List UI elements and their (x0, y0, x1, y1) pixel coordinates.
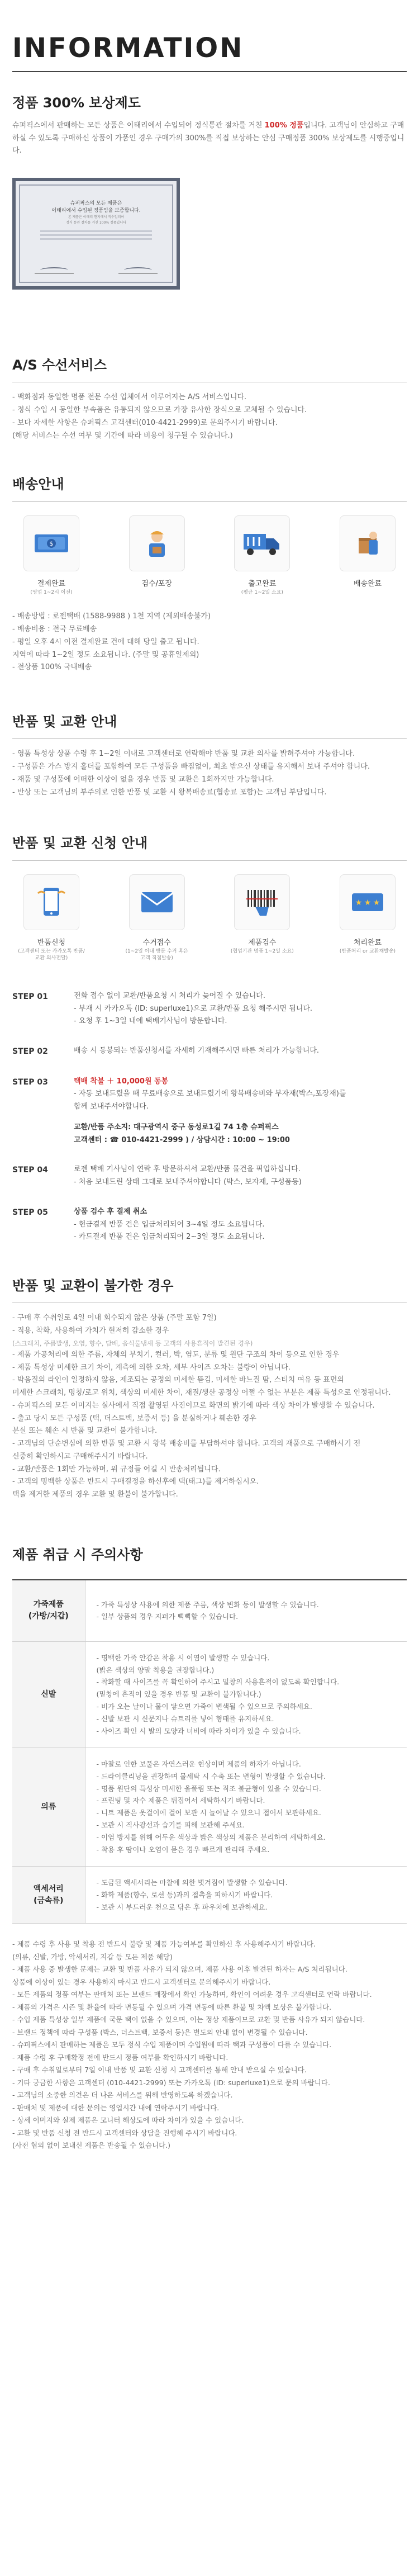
care-key-leather: 가죽제품 (가방/지갑) (12, 1580, 85, 1641)
care-row-clothing: 의류 - 마찰로 인한 보풀은 자연스러운 현상이며 제품의 하자가 아닙니다. - 드라이클리닝을 권장하며 물세탁 시 수축 또는 변형이 발생할 수 있습니다. - 명품 원단의 특성상 미세한 올풀림 또는 직조 불균형이 있을 수 있습니다. - 프린팅 및 자수 제품은 뒤집어서 세탁하시기 바랍니다. - 니트 제품은 옷걸이에 걸어 보관 시 늘어날 수 있으니 접어서 보관하세요. - 보관 시 직사광선과 습기를 피해 보관해 주세요. - 이염 방지를 위해 어두운 색상과 밝은 색상의 제품은 분리하여 세탁하세요. - 착용 후 땀이나 오염이 묻은 경우 빠르게 관리해 주세요. (12, 1748, 407, 1866)
title-divider (12, 71, 407, 72)
certificate-small-1: 본 제품은 이태리 현지에서 직수입되어 (68, 215, 125, 220)
certificate-frame (12, 178, 180, 290)
care-row-accessory: 액세서리 (금속류) - 도금된 액세서리는 마찰에 의한 벗겨짐이 발생할 수 있습니다. - 화학 제품(향수, 로션 등)과의 접촉을 피하시기 바랍니다. - 보관 시 부드러운 천으로 닦은 후 파우치에 보관하세요. (12, 1866, 407, 1924)
return-address: 교환/반품 주소지: 대구광역시 중구 동성로1길 74 1층 슈퍼픽스 (74, 1123, 279, 1131)
svg-text:$: $ (49, 539, 54, 547)
certificate-small-2: 정식 통관 절차를 거친 100% 정품입니다 (66, 220, 126, 225)
delivery-steps (12, 511, 407, 596)
step-02: STEP 02 배송 시 동봉되는 반품신청서를 자세히 기재해주시면 빠른 처리가 가능합니다. (12, 1046, 320, 1057)
care-section (12, 1546, 407, 2152)
signature-right (118, 266, 158, 274)
rating-stars-icon (340, 874, 396, 930)
return-step-request: 반품신청 (고객센터 또는 카카오톡 반품/교환 의사전달) (18, 874, 85, 962)
guarantee-text: 슈퍼픽스에서 판매하는 모든 상품은 이태리에서 수입되어 정식통관 절차를 거친 100% 정품입니다. 고객님이 안심하고 구매하실 수 있도록 구매하신 상품이 가품인 경우 구매가의 300%를 직접 보상하는 안심 구매정품 300% 보상제도를 시행중입니다. (12, 121, 404, 155)
delivery-step-delivered: 배송완료 (334, 515, 401, 596)
care-table (12, 1579, 407, 1924)
as-section (12, 357, 407, 442)
barcode-scanner-icon (234, 874, 290, 930)
delivery-step-inspect: 검수/포장 (123, 515, 191, 596)
care-title: 제품 취급 시 주의사항 (12, 1546, 143, 1562)
svg-text:★: ★ (364, 898, 372, 907)
return-info-title: 반품 및 교환 안내 (12, 714, 117, 730)
return-step-complete: ★ ★ ★ 처리완료 (반품처리 or 교환재발송) (334, 874, 401, 962)
care-key-accessory: 액세서리 (금속류) (12, 1866, 85, 1924)
phone-icon (23, 874, 79, 930)
delivery-step-shipped: 출고완료 (평균 1~2일 소요) (228, 515, 296, 596)
step-04: STEP 04 로젠 택배 기사님이 연락 후 방문하셔서 교환/반품 물건을 픽업하십니다. - 처음 보내드린 상태 그대로 보내주셔야합니다 (박스, 보자재, 구성품등) (12, 1165, 302, 1187)
delivery-divider (12, 501, 407, 502)
guarantee-section (12, 94, 407, 290)
step-01: STEP 01 전화 접수 없이 교환/반품요청 시 처리가 늦어질 수 있습니다. - 부재 시 카카오톡 (ID: superluxe1)으로 교환/반품 요청 해주시면 됩니다. - 요청 후 1~3일 내에 택배기사님이 방문합니다. (12, 991, 313, 1026)
final-notes: - 제품 수령 후 사용 및 착용 전 반드시 불량 및 제품 가능여부를 확인하신 후 사용해주시기 바랍니다. (의류, 신발, 가방, 악세서리, 지갑 등 모든 제품 해당) - 제품 사용 중 발생한 문제는 교환 및 반품 사유가 되지 않으며, 제품 사용 이후 발견된 하자는 A/S 처리됩니다. 상품에 이상이 있는 경우 사용하지 마시고 반드시 고객센터로 문의해주시기 바랍니다. - 모든 제품의 정품 여부는 판매처 또는 브랜드 매장에서 확인 가능하며, 확인이 어려운 경우 고객센터로 연락 바랍니다. - 제품의 가격은 시즌 및 환율에 따라 변동될 수 있으며 가격 변동에 따른 환불 및 차액 보상은 불가합니다. - 수입 제품 특성상 일부 제품에 국문 택이 없을 수 있으며, 이는 정상 제품이므로 교환 및 반품 사유가 되지 않습니다. - 브랜드 정책에 따라 구성품 (박스, 더스트백, 보증서 등)은 별도의 안내 없이 변경될 수 있습니다. - 슈퍼픽스에서 판매하는 제품은 모두 정식 수입 제품이며 수입원에 따라 택과 구성품이 다를 수 있습니다. - 제품 수령 후 구매확정 전에 반드시 정품 여부를 확인하시기 바랍니다. - 구매 후 수취일로부터 7일 이내 반품 및 교환 신청 시 고객센터를 통해 안내 받으실 수 있습니다. - 기타 궁금한 사항은 고객센터 (010-4421-2999) 또는 카카오톡 (ID: superluxe1)으로 문의 바랍니다. - 고객님의 소중한 의견은 더 나은 서비스를 위해 반영하도록 하겠습니다. - 판매처 및 제품에 대한 문의는 영업시간 내에 연락주시기 바랍니다. - 상세 이미지와 실제 제품은 모니터 해상도에 따라 차이가 있을 수 있습니다. - 교환 및 반품 신청 전 반드시 고객센터와 상담을 진행해 주시기 바랍니다. (사전 협의 없이 보내신 제품은 반송될 수 있습니다.) (12, 1940, 372, 2150)
step-03-highlight: 택배 착불 ＋ 10,000원 동봉 (74, 1077, 169, 1086)
certificate-text-bars (30, 230, 162, 240)
page-title: INFORMATION (12, 32, 244, 64)
return-step-inspect: 제품검수 (협업기관 명품 1~2일 소요) (228, 874, 296, 962)
return-info-text: - 영품 특성상 상품 수령 후 1~2일 이내로 고객센터로 연락해야 반품 및 교환 의사를 밝혀주셔야 가능합니다. - 구성품은 가스 방지 홀더를 포함하여 모든 구성품을 빠짐없이, 최초 받으신 상태를 유지해서 보내 주셔야 합니다. - 재품 및 구성품에 어떠한 이상이 없을 경우 반품 및 교환은 1회까지만 가능합니다. - 반상 또는 고객님의 부주의로 인한 반품 및 교환 시 왕복배송료(협송료 포함)는 고객님 부담입니다. (12, 750, 370, 797)
envelope-icon (129, 874, 185, 930)
care-row-leather: 가죽제품 (가방/지갑) - 가죽 특성상 사용에 의한 제품 주름, 색상 변화 등이 발생할 수 있습니다. - 일부 상품의 경우 지퍼가 뻑뻑할 수 있습니다. (12, 1580, 407, 1641)
delivery-title: 배송안내 (12, 476, 64, 493)
return-info-divider (12, 738, 407, 739)
return-info-section (12, 713, 407, 799)
svg-text:★: ★ (355, 898, 363, 907)
delivery-text: - 배송방법 : 로젠택배 (1588-9988 ) 1천 지역 (제외배송불가) - 배송비용 : 전국 무료배송 - 평일 오후 4시 이전 결제완료 건에 대해 당일 출고 됩니다. 지역에 따라 1~2일 정도 소요됩니다. (주말 및 공휴일제외) - 전상품 100% 국내배송 (12, 612, 211, 672)
svg-text:★: ★ (373, 898, 380, 907)
as-text: - 백화점과 동일한 명품 전문 수선 업체에서 이루어지는 A/S 서비스입니다. - 정식 수입 시 동일한 부속품은 유통되지 않으므로 가장 유사한 장식으로 교체될 수 있습니다. - 보다 자세한 사항은 슈퍼픽스 고객센터(010-4421-2999)로 문의주시기 바랍니다. (해당 서비스는 수선 여부 및 기간에 따라 비용이 청구될 수 있습니다.) (12, 393, 307, 440)
return-process-divider (12, 860, 407, 861)
guarantee-highlight: 100% 정품 (264, 121, 304, 130)
return-process-title: 반품 및 교환 신청 안내 (12, 835, 148, 851)
care-key-shoes: 신발 (12, 1641, 85, 1748)
not-allowed-text: - 구매 후 수취일로 4일 이내 회수되지 않은 상품 (주말 포함 7일) - 직용, 착화, 사용하여 가치가 현저히 감소한 경우 (스크래치, 주름발생, 오염, 향수, 담배, 음식물냄새 등 고객의 사용흔적이 발견된 경우) - 제품 가공처리에 의한 주름, 자체의 부치기, 컬러, 박, 염도, 분류 및 원단 구조의 차이 등으로 인한 경우 - 제품 특성상 미세한 크기 차이, 계측에 의한 오차, 세부 사이즈 오차는 불량이 아닙니다. - 박음질의 라인이 일정하지 않음, 제조되는 공정의 미세한 뜯김, 미세한 바느질 땀, 스티치 여유 등 표면의 미세한 스크래치, 명칭/로고 위치, 색상의 미세한 차이, 재질/생산 공정상 어쩔 수 없는 부분은 제품 특성으로 인정됩니다. - 슈퍼픽스의 모든 이미지는 실사에서 직접 촬영된 사진이므로 화면의 밝기에 따라 색상 차이가 발생할 수 있습니다. - 출고 당시 모든 구성품 (택, 더스트백, 보증서 등) 을 분실하거나 훼손한 경우 분실 또는 훼손 시 반품 및 교환이 불가합니다. - 고객님의 단순변심에 의한 반품 및 교환 시 왕복 배송비를 부담하셔야 합니다. 고객의 재품으로 구매하시기 전 신중히 확인하시고 구매해주시기 바랍니다. - 교환/반품은 1회만 가능하며, 위 규정들 어길 시 반송처리됩니다. - 고객의 명백한 상품은 반드시 구매결정을 하신후에 택(태그)를 제거하십시오. 택을 제거한 제품의 경우 교환 및 환불이 불가합니다. (12, 1314, 391, 1499)
truck-icon (234, 515, 290, 571)
certificate-line-2: 이태리에서 수입된 정품임을 보증합니다. (51, 208, 141, 214)
return-process-steps (12, 870, 407, 962)
care-key-clothing: 의류 (12, 1748, 85, 1866)
care-row-shoes: 신발 - 명백한 가죽 안감은 착용 시 이염이 발생할 수 있습니다. (밝은 색상의 양말 착용을 권장합니다.) - 착화할 때 사이즈를 꼭 확인하여 주시고 밑창의 사용흔적이 없도록 확인합니다. (밑창에 흔적이 있을 경우 반품 및 교환이 불가합니다.) - 비가 오는 날이나 물이 닿으면 가죽이 변색될 수 있으므로 주의하세요. - 신발 보관 시 신문지나 슈트리를 넣어 형태를 유지하세요. - 사이즈 확인 시 발의 모양과 너비에 따라 차이가 있을 수 있습니다. (12, 1641, 407, 1748)
as-title: A/S 수선서비스 (12, 357, 107, 373)
not-allowed-section (12, 1277, 407, 1502)
customer-center: 고객센터 : ☎ 010-4421-2999 ) / 상담시간 : 10:00 ~ 19:00 (74, 1135, 290, 1144)
process-steps (12, 990, 407, 1244)
return-process-section (12, 835, 407, 1244)
return-step-pickup: 수거접수 (1~2일 이내 방문 수거 혹은 고객 직접발송) (123, 874, 191, 962)
worker-icon (129, 515, 185, 571)
money-icon (23, 515, 79, 571)
not-allowed-title: 반품 및 교환이 불가한 경우 (12, 1278, 174, 1294)
box-delivered-icon (340, 515, 396, 571)
certificate-image (12, 178, 407, 290)
signature-left (35, 266, 74, 274)
guarantee-title: 정품 300% 보상제도 (12, 94, 141, 111)
certificate-line-1: 슈퍼픽스의 모든 제품은 (70, 201, 122, 207)
delivery-section (12, 476, 407, 674)
step-05: STEP 05 상품 검수 후 결제 취소 - 현금결제 반품 건은 입금처리되어 3~4일 정도 소요됩니다. - 카드결제 반품 건은 입금처리되어 2~3일 정도 소요됩니다. (12, 1207, 265, 1242)
step-03: STEP 03 택배 착불 ＋ 10,000원 동봉 - 자동 보내드렸을 때 무료배송으로 보내드렸기에 왕복배송비와 부자재(박스,포장재)를 함께 보내주셔야합니다. 교환/반품 주소지: 대구광역시 중구 동성로1길 74 1층 슈퍼픽스 고객센터 : ☎ 010-4421-2999 ) / 상담시간 : 10:00 ~ 19:00 (12, 1076, 407, 1147)
delivery-step-payment: $ 결제완료 (영업 1~2시 이전) (18, 515, 85, 596)
